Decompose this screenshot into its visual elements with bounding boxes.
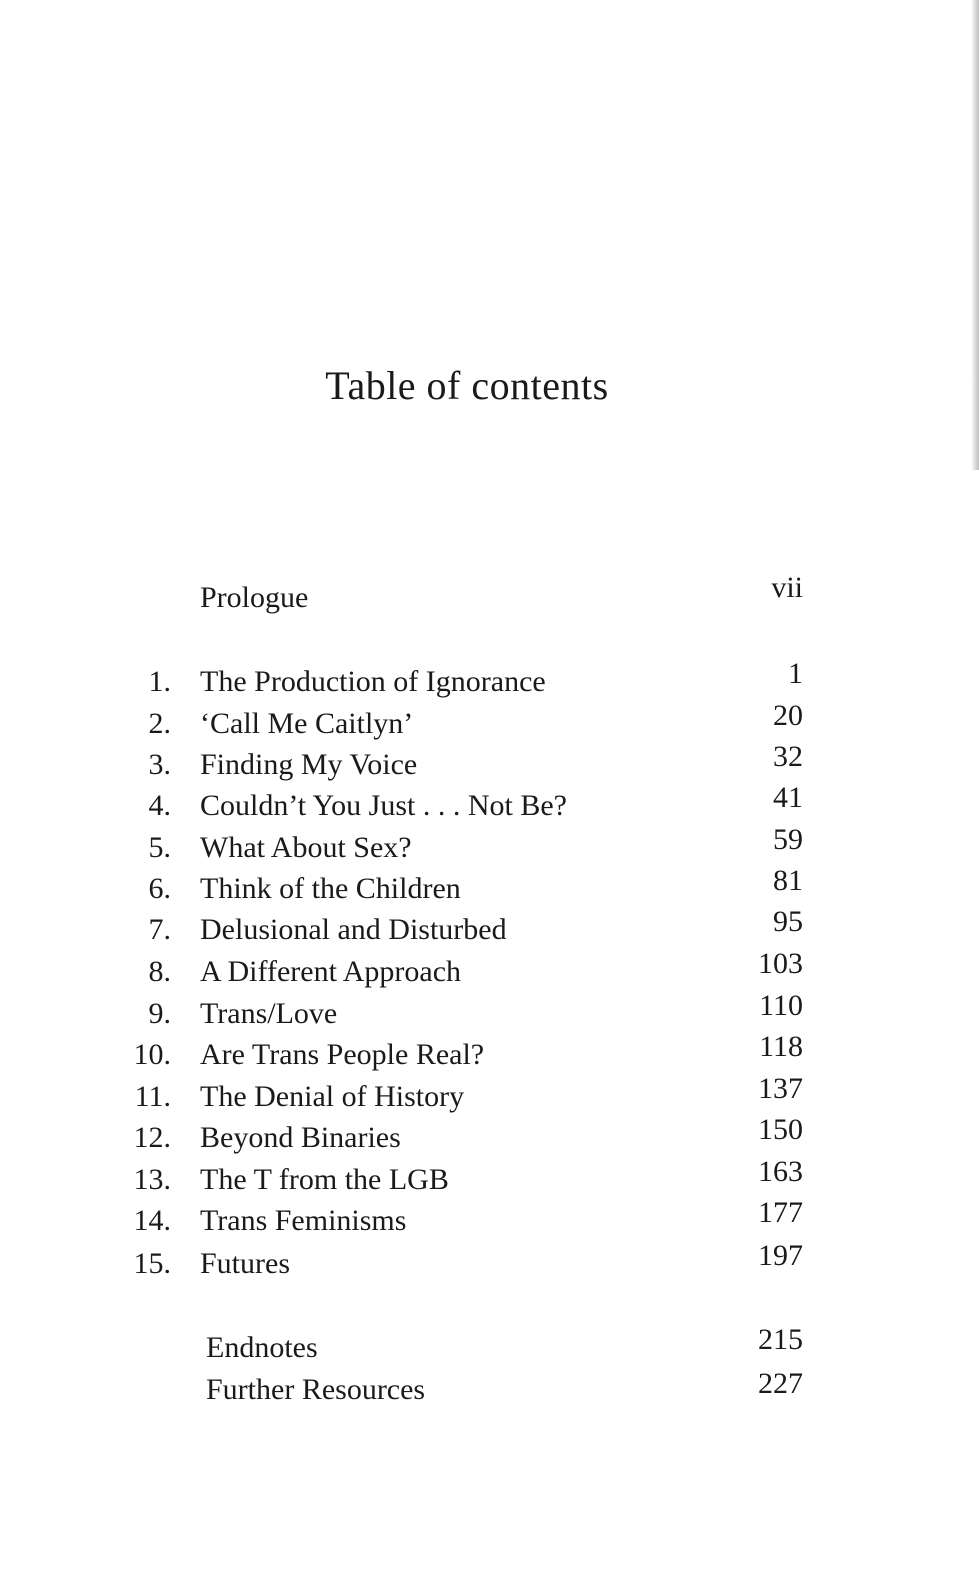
toc-entry-chapter-6[interactable] (0, 864, 979, 909)
toc-entry-label: Prologue (200, 581, 309, 614)
toc-entry-label: Further Resources (206, 1373, 426, 1406)
toc-entry-page: 215 (758, 1323, 803, 1356)
toc-entry-number: 9. (148, 997, 171, 1030)
toc-entry-number: 7. (148, 913, 171, 946)
toc-entry-label: A Different Approach (200, 955, 462, 988)
toc-entry-label: The Denial of History (200, 1080, 465, 1113)
toc-entry-label: Delusional and Disturbed (200, 913, 507, 946)
toc-entry-page: 32 (773, 740, 803, 773)
toc-entry-label: Futures (200, 1247, 290, 1280)
toc-entry-page: 150 (758, 1113, 803, 1146)
toc-entry-number: 13. (133, 1163, 171, 1196)
toc-entry-label: Finding My Voice (200, 748, 418, 781)
toc-entry-number: 1. (148, 665, 171, 698)
toc-entry-number: 10. (133, 1038, 171, 1071)
toc-entry-chapter-1[interactable] (0, 657, 979, 702)
toc-entry-number: 6. (148, 872, 171, 905)
page-edge-shadow (971, 0, 979, 470)
toc-entry-page: 59 (773, 823, 803, 856)
toc-entry-number: 15. (133, 1247, 171, 1280)
toc-entry-chapter-14[interactable] (0, 1196, 979, 1241)
toc-entry-number: 8. (148, 955, 171, 988)
toc-entry-label: Couldn’t You Just . . . Not Be? (200, 789, 568, 822)
toc-entry-label: Endnotes (206, 1331, 318, 1364)
toc-entry-chapter-12[interactable] (0, 1113, 979, 1158)
toc-entry-number: 3. (148, 748, 171, 781)
toc-entry-chapter-8[interactable] (0, 947, 979, 992)
toc-entry-label: Trans Feminisms (200, 1204, 407, 1237)
toc-entry-number: 12. (133, 1121, 171, 1154)
toc-entry-label: The Production of Ignorance (200, 665, 546, 698)
toc-entry-further-resources[interactable] (0, 1367, 979, 1410)
toc-entry-chapter-7[interactable] (0, 905, 979, 950)
toc-entry-chapter-9[interactable] (0, 989, 979, 1034)
toc-entry-page: 110 (759, 989, 803, 1022)
page-title: Table of contents (325, 363, 609, 408)
toc-entry-page: 197 (758, 1239, 803, 1272)
toc-entry-page: 41 (773, 781, 803, 814)
toc-entry-chapter-2[interactable] (0, 699, 979, 744)
toc-entry-page: 118 (759, 1030, 803, 1063)
toc-entry-number: 2. (148, 707, 171, 740)
toc-entry-page: 163 (758, 1155, 803, 1188)
toc-entry-chapter-4[interactable] (0, 781, 979, 826)
toc-entry-number: 11. (134, 1080, 171, 1113)
toc-entry-label: Think of the Children (200, 872, 461, 905)
toc-entry-chapter-11[interactable] (0, 1072, 979, 1117)
toc-entry-page: 227 (758, 1367, 803, 1400)
toc-entry-page: 177 (758, 1196, 803, 1229)
toc-entry-page: 137 (758, 1072, 803, 1105)
toc-entry-page: 1 (788, 657, 803, 690)
toc-entry-number: 14. (133, 1204, 171, 1237)
toc-entry-label: Beyond Binaries (200, 1121, 401, 1154)
toc-entry-page: 103 (758, 947, 803, 980)
toc-entry-label: Are Trans People Real? (200, 1038, 485, 1071)
toc-entry-chapter-10[interactable] (0, 1030, 979, 1075)
toc-entry-page: 20 (773, 699, 803, 732)
toc-entry-label: The T from the LGB (200, 1163, 449, 1196)
toc-entry-endnotes[interactable] (0, 1323, 979, 1368)
toc-entry-chapter-13[interactable] (0, 1155, 979, 1200)
toc-entry-label: Trans/Love (200, 997, 338, 1030)
toc-entry-chapter-3[interactable] (0, 740, 979, 785)
toc-entry-prologue[interactable] (0, 571, 979, 618)
toc-entry-page: 81 (773, 864, 803, 897)
toc-entry-number: 5. (148, 831, 171, 864)
toc-entry-label: What About Sex? (200, 831, 412, 864)
toc-entry-chapter-5[interactable] (0, 823, 979, 868)
toc-entry-label: ‘Call Me Caitlyn’ (200, 707, 414, 740)
toc-entry-chapter-15[interactable] (0, 1239, 979, 1284)
toc-entry-page: 95 (773, 905, 803, 938)
toc-entry-number: 4. (148, 789, 171, 822)
toc-entry-page: vii (771, 571, 803, 604)
